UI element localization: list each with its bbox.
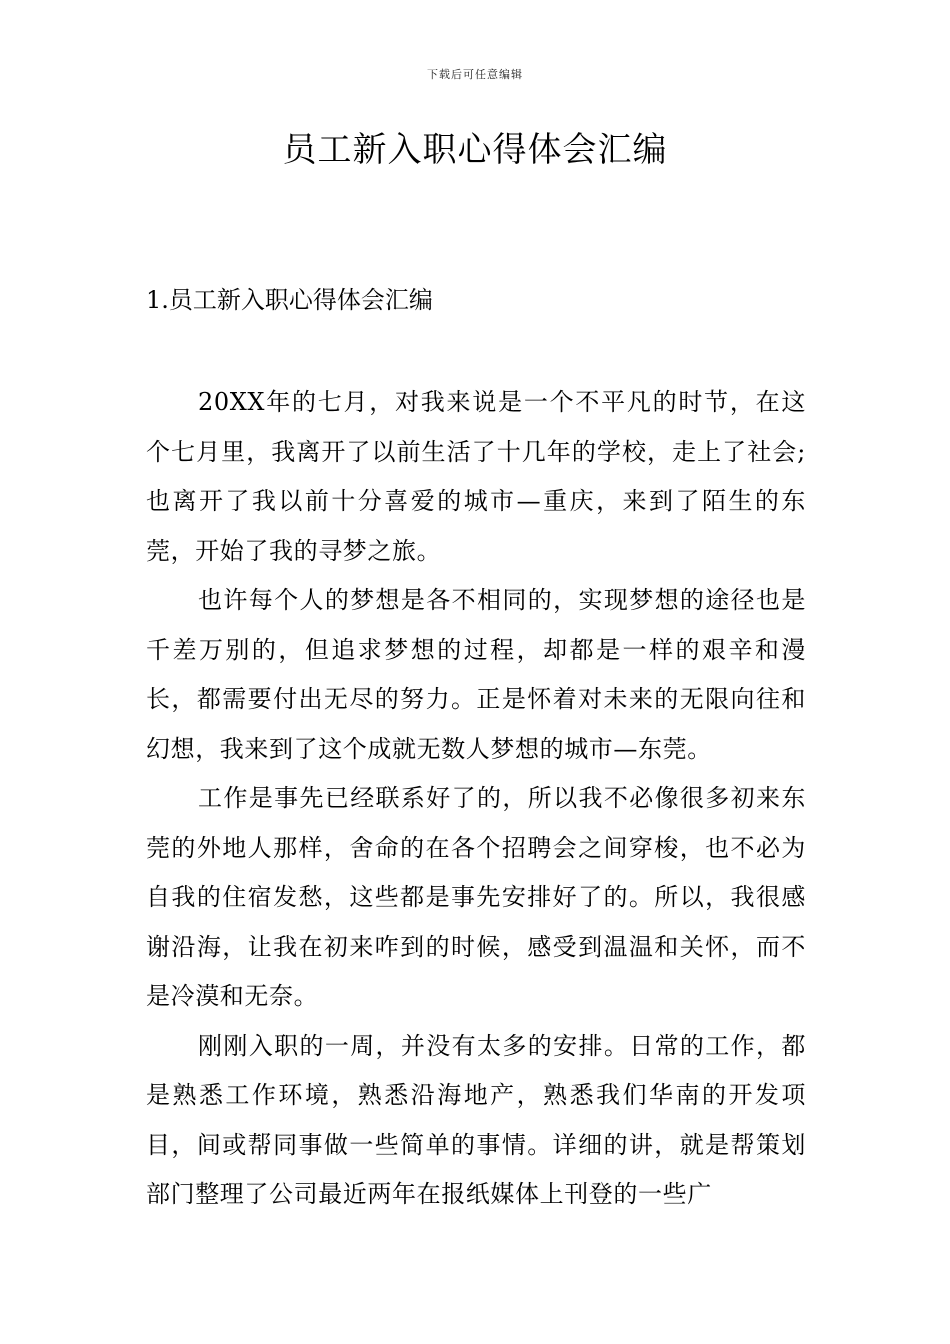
paragraph-2: 也许每个人的梦想是各不相同的，实现梦想的途径也是千差万别的，但追求梦想的过程，却都是一样的艰辛和漫长，都需要付出无尽的努力。正是怀着对未来的无限向往和幻想，我来到了这个成就无数人梦想的城市—东莞。: [146, 586, 806, 763]
paragraph-4: 刚刚入职的一周，并没有太多的安排。日常的工作，都是熟悉工作环境，熟悉沿海地产，熟悉我们华南的开发项目，间或帮同事做一些简单的事情。详细的讲，就是帮策划部门整理了公司最近两年在报纸媒体上刊登的一些广: [146, 1031, 806, 1208]
header-note: 下载后可任意编辑: [427, 68, 523, 81]
paragraph-3: 工作是事先已经联系好了的，所以我不必像很多初来东莞的外地人那样，舍命的在各个招聘会之间穿梭，也不必为自我的住宿发愁，这些都是事先安排好了的。所以，我很感谢沿海，让我在初来咋到的时候，感受到温温和关怀，而不是冷漠和无奈。: [146, 784, 806, 1010]
body-text: [146, 378, 806, 1220]
document-title: 员工新入职心得体会汇编: [282, 130, 668, 170]
paragraph-1: 20XX年的七月，对我来说是一个不平凡的时节，在这个七月里，我离开了以前生活了十几年的学校，走上了社会;也离开了我以前十分喜爱的城市—重庆，来到了陌生的东莞，开始了我的寻梦之旅。: [146, 388, 806, 565]
section-heading: 1.员工新入职心得体会汇编: [146, 286, 433, 314]
